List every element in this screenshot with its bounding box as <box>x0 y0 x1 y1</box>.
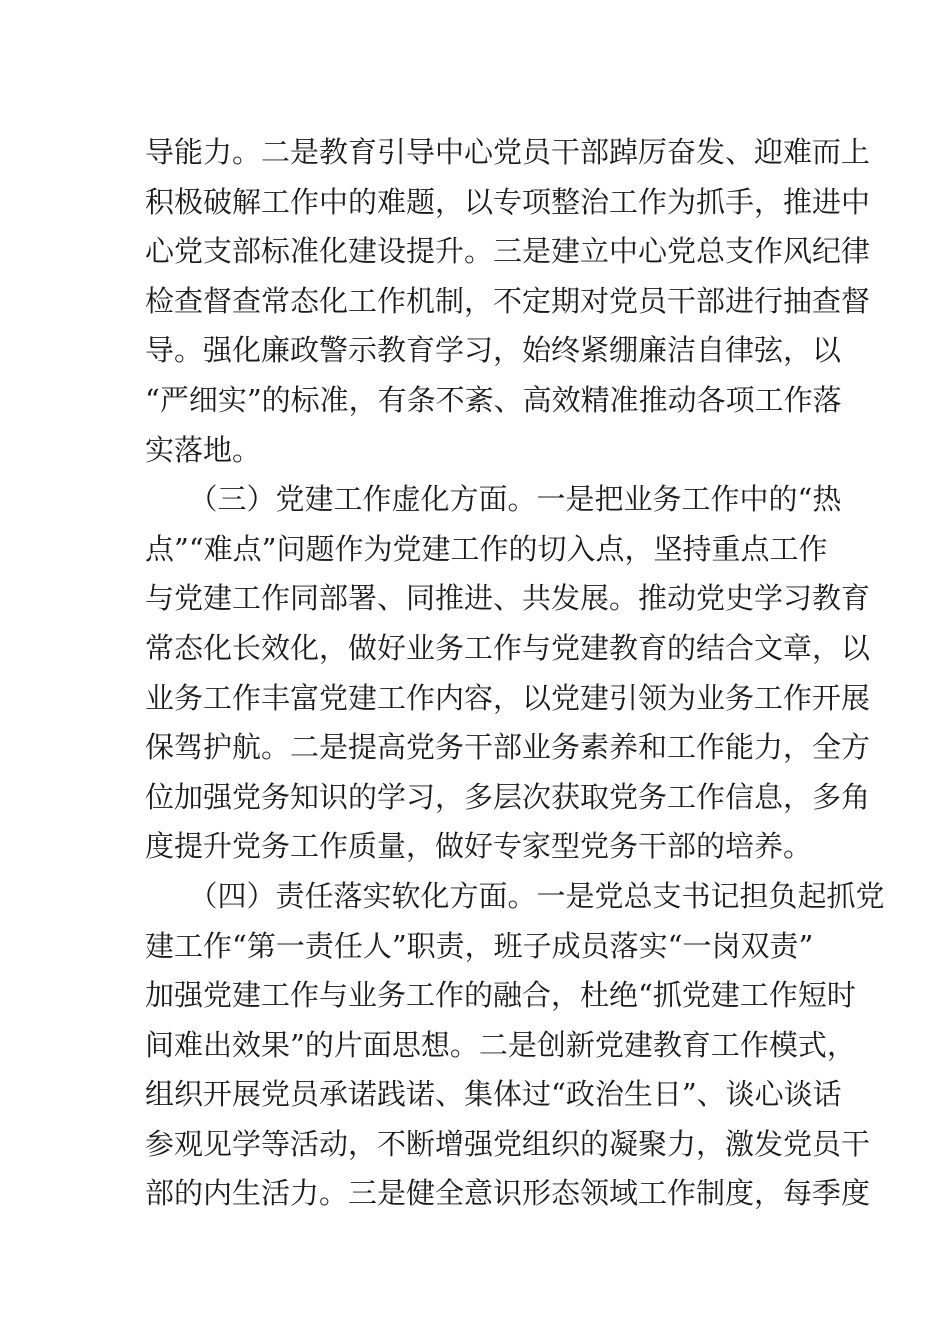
paragraph-heading-line: （三）党建工作虚化方面。一是把业务工作中的“热 <box>145 482 842 517</box>
text-line: 度提升党务工作质量，做好专家型党务干部的培养。 <box>145 829 813 864</box>
text-line: 检查督查常态化工作机制，不定期对党员干部进行抽查督 <box>145 283 871 318</box>
text-line: 位加强党务知识的学习，多层次获取党务工作信息，多角 <box>145 779 871 814</box>
text-line: 点”“难点”问题作为党建工作的切入点，坚持重点工作 <box>145 531 828 566</box>
text-line: 保驾护航。二是提高党务干部业务素养和工作能力，全方 <box>145 730 871 765</box>
body-text <box>145 128 885 1219</box>
text-line: 心党支部标准化建设提升。三是建立中心党总支作风纪律 <box>145 234 871 269</box>
text-line: 业务工作丰富党建工作内容，以党建引领为业务工作开展 <box>145 680 871 715</box>
text-line: 导。强化廉政警示教育学习，始终紧绷廉洁自律弦，以 <box>145 333 842 368</box>
text-line: “严细实”的标准，有条不紊、高效精准推动各项工作落 <box>145 382 842 417</box>
text-line: 组织开展党员承诺践诺、集体过“政治生日”、谈心谈话 <box>145 1077 842 1112</box>
paragraph-heading-line: （四）责任落实软化方面。一是党总支书记担负起抓党 <box>145 878 885 913</box>
text-line: 部的内生活力。三是健全意识形态领域工作制度，每季度 <box>145 1176 871 1211</box>
text-line: 常态化长效化，做好业务工作与党建教育的结合文章，以 <box>145 630 871 665</box>
text-line: 积极破解工作中的难题，以专项整治工作为抓手，推进中 <box>145 184 871 219</box>
text-line: 导能力。二是教育引导中心党员干部踔厉奋发、迎难而上 <box>145 135 871 169</box>
text-line: 参观见学等活动，不断增强党组织的凝聚力，激发党员干 <box>145 1126 871 1161</box>
text-line: 与党建工作同部署、同推进、共发展。推动党史学习教育 <box>145 581 871 616</box>
text-line: 建工作“第一责任人”职责，班子成员落实“一岗双责” <box>145 928 814 963</box>
text-line: 实落地。 <box>145 432 262 467</box>
text-line: 间难出效果”的片面思想。二是创新党建教育工作模式， <box>145 1027 856 1062</box>
text-line: 加强党建工作与业务工作的融合，杜绝“抓党建工作短时 <box>145 978 856 1013</box>
